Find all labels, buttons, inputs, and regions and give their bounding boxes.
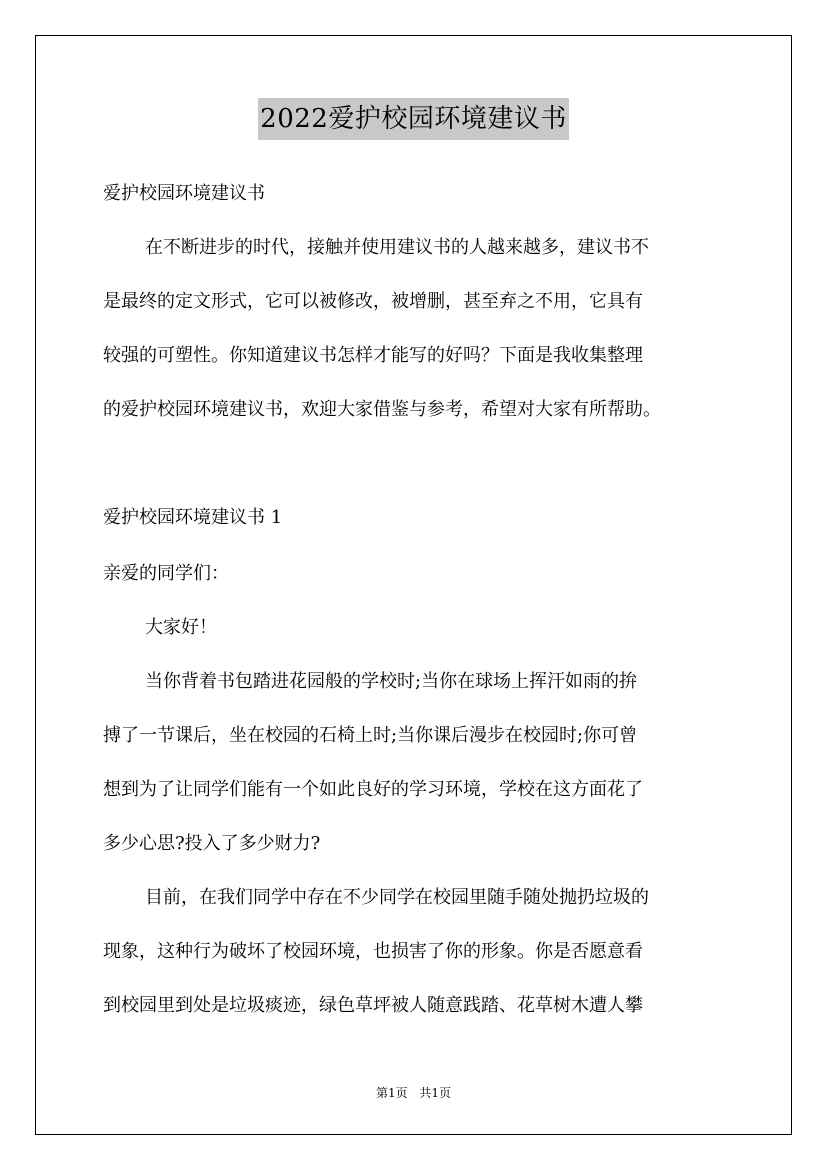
paragraph-line: 目前，在我们同学中存在不少同学在校园里随手随处抛扔垃圾的 (145, 887, 649, 908)
paragraph-line: 较强的可塑性。你知道建议书怎样才能写的好吗？下面是我收集整理 (103, 345, 643, 366)
title-container (0, 98, 827, 140)
paragraph-line: 多少心思?投入了多少财力? (103, 833, 321, 854)
paragraph-line: 当你背着书包踏进花园般的学校时;当你在球场上挥汗如雨的拚 (145, 671, 638, 692)
paragraph-line: 是最终的定文形式，它可以被修改，被增删，甚至弃之不用，它具有 (103, 291, 643, 312)
page-footer (0, 1084, 827, 1101)
paragraph-line: 现象，这种行为破坏了校园环境，也损害了你的形象。你是否愿意看 (103, 941, 643, 962)
page-number: 第1页 (375, 1086, 408, 1100)
subtitle-line: 爱护校园环境建议书 (103, 183, 265, 204)
paragraph-line: 到校园里到处是垃圾痰迹，绿色草坪被人随意践踏、花草树木遭人攀 (103, 995, 643, 1016)
section-heading: 爱护校园环境建议书 1 (103, 507, 283, 528)
document-title: 2022爱护校园环境建议书 (258, 98, 569, 140)
page-total: 共1页 (419, 1086, 452, 1100)
greeting: 大家好！ (145, 617, 217, 638)
paragraph-line: 搏了一节课后，坐在校园的石椅上时;当你课后漫步在校园时;你可曾 (103, 725, 638, 746)
salutation: 亲爱的同学们： (103, 563, 229, 584)
paragraph-line: 想到为了让同学们能有一个如此良好的学习环境，学校在这方面花了 (103, 779, 643, 800)
paragraph-line: 的爱护校园环境建议书，欢迎大家借鉴与参考，希望对大家有所帮助。 (103, 399, 661, 420)
paragraph-line: 在不断进步的时代，接触并使用建议书的人越来越多，建议书不 (145, 237, 649, 258)
